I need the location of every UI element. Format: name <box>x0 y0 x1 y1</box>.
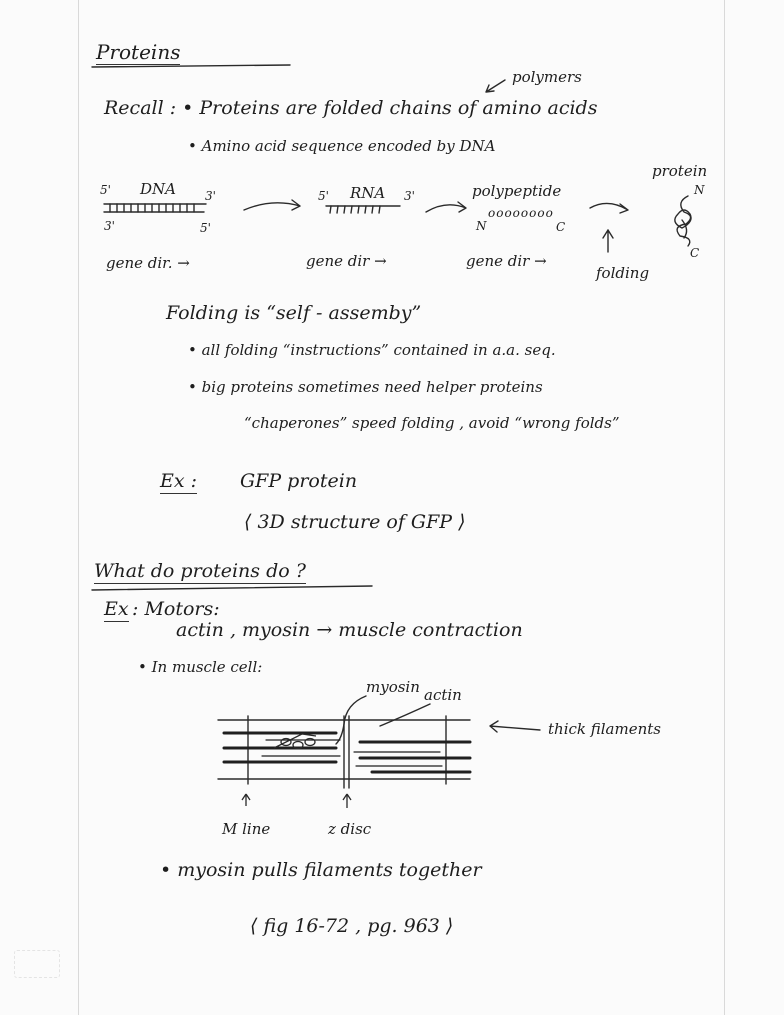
thick-filaments-arrow-icon <box>490 721 540 732</box>
ex-label: Ex <box>104 598 129 620</box>
protein-label: protein <box>652 162 708 180</box>
page-title: Proteins <box>96 40 181 64</box>
z-disc-label: z disc <box>328 820 372 838</box>
dna-3-bottom: 3' <box>104 219 115 233</box>
folding-heading: Folding is “self - assemby” <box>166 302 422 324</box>
gene-dir-2: gene dir → <box>306 252 387 270</box>
m-line-label: M line <box>222 820 271 838</box>
polypeptide-beads: oooooooo <box>488 206 554 220</box>
polypeptide-n: N <box>476 219 487 233</box>
recall-line-2: • Amino acid sequence encoded by DNA <box>188 137 496 155</box>
arrow-rna-poly-icon <box>426 202 466 212</box>
rna-5: 5' <box>318 189 329 203</box>
folding-bullet-3: “chaperones” speed folding , avoid “wrong folds” <box>244 414 620 432</box>
gene-dir-1: gene dir. → <box>106 254 190 272</box>
folding-arrow-icon <box>603 230 613 252</box>
dna-3-top: 3' <box>205 189 216 203</box>
what-heading: What do proteins do ? <box>94 560 306 582</box>
polymers-arrow-icon <box>486 80 505 92</box>
rna-bases <box>330 206 380 213</box>
polymers-note: polymers <box>512 68 582 86</box>
recall-line-1: Recall : • Proteins are folded chains of amino acids <box>104 97 598 119</box>
thick-filaments-label: thick filaments <box>548 720 661 738</box>
rna-label: RNA <box>350 184 386 202</box>
folding-bullet-1: • all folding “instructions” contained in a.a. seq. <box>188 341 556 359</box>
arrow-poly-protein-icon <box>590 203 628 213</box>
protein-n: N <box>694 183 705 197</box>
dna-5-top: 5' <box>100 183 111 197</box>
example-text: GFP protein <box>240 470 358 492</box>
folded-protein-icon <box>675 196 691 246</box>
dna-label: DNA <box>140 180 176 198</box>
z-disc-line <box>344 716 349 788</box>
folding-label: folding <box>596 264 650 282</box>
folding-bullet-2: • big proteins sometimes need helper proteins <box>188 378 543 396</box>
myosin-pulls-line: • myosin pulls filaments together <box>160 859 482 881</box>
title-underline <box>92 65 290 67</box>
dna-5-bottom: 5' <box>200 221 211 235</box>
polypeptide-c: C <box>556 220 566 234</box>
scan-stamp <box>14 950 60 978</box>
myosin-label: myosin <box>366 678 420 696</box>
what-underline <box>92 586 372 590</box>
example-label: Ex : <box>160 470 198 492</box>
gene-dir-3: gene dir → <box>466 252 547 270</box>
actin-myosin-line: actin , myosin → muscle contraction <box>176 619 523 641</box>
muscle-cell-label: • In muscle cell: <box>138 658 263 676</box>
motors-label: : Motors: <box>132 598 220 620</box>
actin-label: actin <box>424 686 462 704</box>
polypeptide-label: polypeptide <box>472 182 562 200</box>
protein-c: C <box>690 246 700 260</box>
dna-base-pairs <box>110 204 194 212</box>
arrow-dna-rna-icon <box>244 200 300 210</box>
gfp-reference: ⟨ 3D structure of GFP ⟩ <box>244 511 466 533</box>
figure-reference: ⟨ fig 16-72 , pg. 963 ⟩ <box>250 915 454 937</box>
rna-3: 3' <box>404 189 415 203</box>
actin-pointer <box>380 704 430 726</box>
